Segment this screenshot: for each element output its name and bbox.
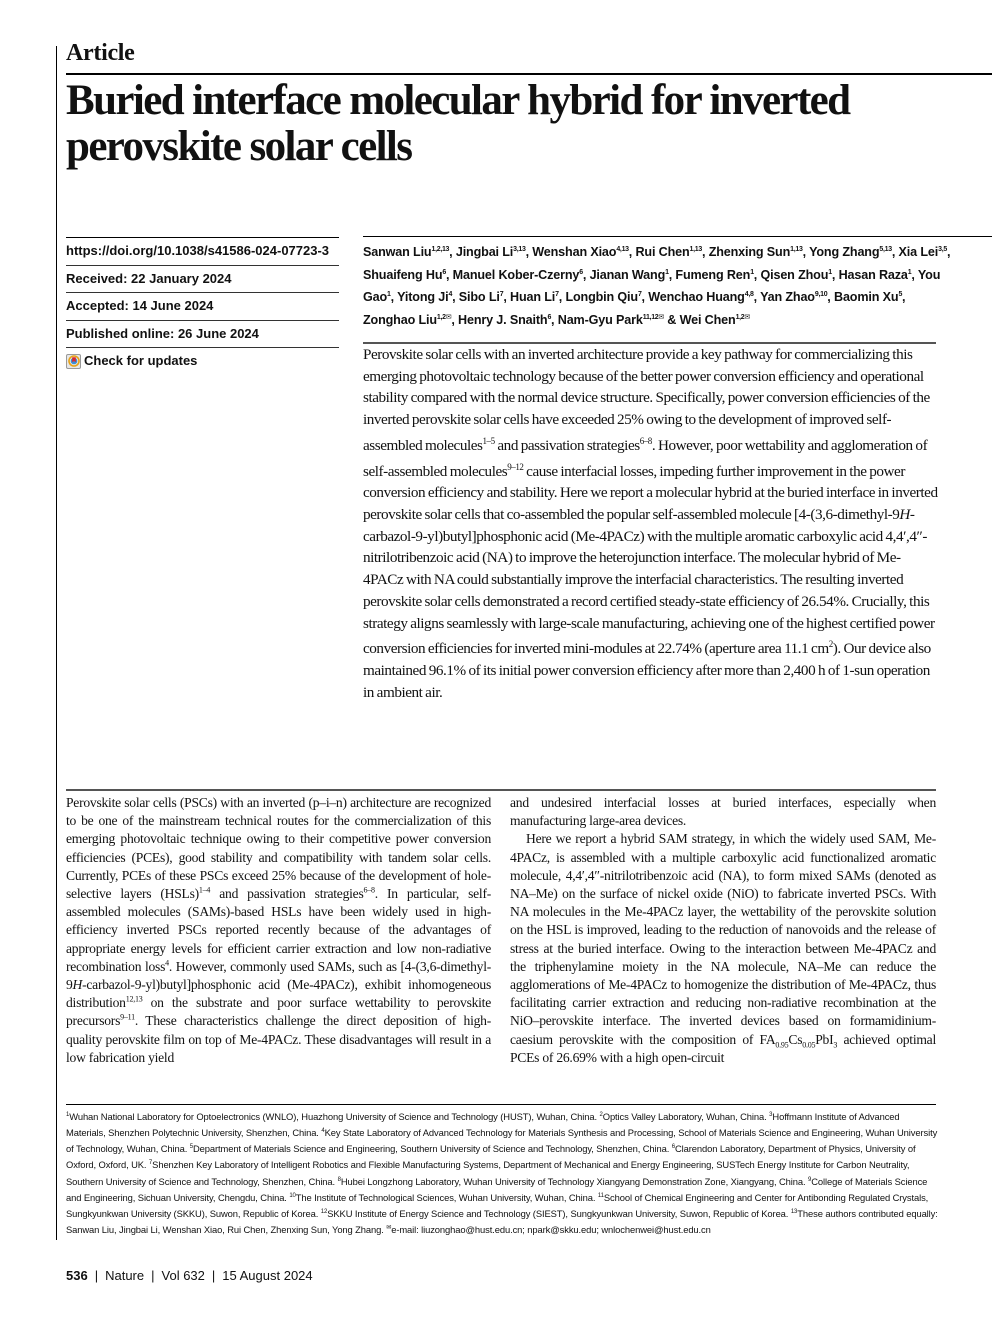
affiliation-number: 7 <box>148 1160 153 1167</box>
author-affiliation-marker: 5 <box>898 291 903 299</box>
author-affiliation-marker: 1,2✉ <box>735 314 750 322</box>
issue-date: 15 August 2024 <box>222 1268 313 1283</box>
body-paragraph: and undesired interfacial losses at buried interfaces, especially when manufacturing large-area devices. <box>510 795 936 829</box>
affiliation-number: 5 <box>189 1144 193 1151</box>
author-separator: , <box>503 290 511 305</box>
author-affiliation-marker: 1,2,13 <box>431 246 450 253</box>
body-text: . However, commonly used SAMs, such as [4-(3,6-dimethyl-9 <box>66 958 491 993</box>
body-text: Cs <box>788 1031 803 1047</box>
author-separator: , <box>701 245 709 260</box>
abstract-text: and passivation strategies <box>494 436 640 454</box>
author[interactable]: Yitong Ji <box>397 290 449 305</box>
body-text: on the substrate and poor surface wettability to perovskite precursors <box>66 995 491 1029</box>
check-for-updates-button[interactable] <box>66 347 339 375</box>
author-separator: , <box>628 245 636 260</box>
author[interactable]: Wei Chen <box>679 313 736 328</box>
abstract-text: cause interfacial losses, impeding further improvement in the power conversion efficiency and stability. Here we report a molecular hybrid at the buried interface in inverted perovskite solar cells that co-assembled the popular self-assembled molecule [4-(3,6-dimethyl-9 <box>363 462 938 524</box>
accepted-date: Accepted: 14 June 2024 <box>66 292 339 320</box>
affiliation-text: Hubei Longzhong Laboratory, Wuhan University of Technology Xiangyang Demonstration Zone, Xiangyang, China. <box>340 1175 809 1187</box>
affiliation-number: 13 <box>790 1208 798 1215</box>
subscript: 0.05 <box>802 1040 816 1050</box>
author[interactable]: Sibo Li <box>458 290 500 305</box>
subscript: 0.95 <box>775 1040 789 1050</box>
author-separator: , <box>668 267 676 282</box>
body-text: Perovskite solar cells (PSCs) with an inverted (p–i–n) architecture are recognized to be one of the mainstream technical routes for the commercialization of this emerging photovoltaic technique owing to their competitive power conversion efficiencies (PCEs), good stability and compatibility with tandem solar cells. Currently, PCEs of these PSCs exceed 25% because of the development of hole-selective layers (HSLs) <box>66 795 491 902</box>
doi-link[interactable]: https://doi.org/10.1038/s41586-024-07723-3 <box>66 237 339 265</box>
header-rule <box>66 73 992 75</box>
author[interactable]: Baomin Xu <box>834 290 899 305</box>
body-text: PbI <box>815 1031 834 1047</box>
author[interactable]: Huan Li <box>510 290 556 305</box>
author-affiliation-marker: 1 <box>907 268 912 276</box>
author-affiliation-marker: 1 <box>828 268 832 276</box>
affiliation-number: 1 <box>66 1112 70 1118</box>
author[interactable]: Wenshan Xiao <box>532 245 617 260</box>
author-separator: , <box>753 290 761 305</box>
author-separator: , <box>911 267 918 282</box>
author-affiliation-marker: 1,13 <box>689 246 702 253</box>
author[interactable]: You Gao <box>363 267 941 305</box>
affiliation-text: School of Chemical Engineering and Center for Antibonding Regulated Crystals, Sungkyunkwan University (SKKU), Suwon, Republic of Korea. <box>66 1191 929 1219</box>
author[interactable]: Xia Lei <box>898 245 939 260</box>
body-text: -carbazol-9-yl)butyl]phosphonic acid (Me-4PACz), exhibit inhomogeneous distribution <box>66 977 491 1011</box>
body-italic: H <box>72 977 83 993</box>
affiliation-number: 2 <box>599 1112 603 1118</box>
left-margin-rule <box>56 46 57 1240</box>
author-affiliation-marker: 4,8 <box>744 291 754 299</box>
body-column-left <box>66 794 491 1067</box>
citation[interactable]: 9–12 <box>507 461 524 472</box>
author[interactable]: Henry J. Snaith <box>458 313 548 328</box>
article-type-label: Article <box>66 40 135 66</box>
check-for-updates-icon <box>66 354 81 369</box>
volume: Vol 632 <box>161 1268 205 1283</box>
author-separator: , <box>891 245 899 260</box>
author-affiliation-marker: 1,13 <box>790 246 803 253</box>
author-affiliation-marker: 1,2✉ <box>436 314 452 322</box>
abstract <box>363 344 938 703</box>
author-affiliation-marker: 6 <box>547 314 552 322</box>
citation[interactable]: 12,13 <box>125 994 143 1004</box>
abstract-italic: H <box>899 506 910 524</box>
author-separator: , <box>827 290 834 305</box>
published-date: Published online: 26 June 2024 <box>66 320 339 348</box>
body-text: achieved optimal PCEs of 26.69% with a high open-circuit <box>510 1031 936 1065</box>
author-affiliation-marker: 1 <box>665 268 669 276</box>
author-affiliation-marker: 3,13 <box>513 246 526 253</box>
separator: | <box>151 1268 155 1283</box>
author-affiliation-marker: 5,13 <box>879 246 892 253</box>
affiliation-text: e-mail: liuzonghao@hust.edu.cn; npark@skku.edu; wnlochenwei@hust.edu.cn <box>391 1224 711 1235</box>
authors-top-rule <box>363 236 992 237</box>
affiliation-text: Key State Laboratory of Advanced Technology for Materials Synthesis and Processing, School of Materials Science and Engineering, Wuhan University of Technology, Wuhan, China. <box>66 1127 938 1155</box>
author[interactable]: Qisen Zhou <box>760 267 829 282</box>
author-affiliation-marker: 6 <box>442 268 446 276</box>
affiliation-text: Wuhan National Laboratory for Optoelectronics (WNLO), Huazhong University of Science and Technology (HUST), Wuhan, China. <box>69 1111 600 1123</box>
author-affiliation-marker: 6 <box>579 268 583 276</box>
journal-name: Nature <box>105 1268 145 1283</box>
author-affiliation-marker: 11,12✉ <box>642 314 664 322</box>
author-separator: , <box>641 290 649 305</box>
body-column-right <box>510 794 936 1067</box>
abstract-text: . However, poor wettability and agglomeration of self-assembled molecules <box>363 436 928 480</box>
affiliation-text: Department of Materials Science and Engineering, Southern University of Science and Technology, Shenzhen, China. <box>193 1143 672 1155</box>
author[interactable]: Zonghao Liu <box>363 313 437 328</box>
citation[interactable]: 4 <box>165 958 169 968</box>
page-number: 536 <box>66 1268 88 1283</box>
superscript: 2 <box>828 639 833 650</box>
body-text: Here we report a hybrid SAM strategy, in which the widely used SAM, Me-4PACz, is assembled with a multiple carboxylic acid functionalized aromatic molecule, 4,4′,4″-nitrilotribenzoic acid (NA), to form mixed SAMs (denoted as NA–Me) on the surface of nickel oxide (NiO) to fabricate inverted PSCs. With NA molecules in the Me-4PACz layer, the wettability of the perovskite solution on the HSL is improved, leading to the reduction of nanovoids and the release of stress at the buried interface. Owing to the interaction between Me-4PACz and the triphenylamine moiety in the NA molecule, NA–Me can reduce the agglomerations of Me-4PACz to homogenize the distribution of Me-4PACz, thus facilitating carrier extraction and reducing non-radiative recombination at the NiO–perovskite interface. The inverted devices based on formamidinium-caesium perovskite with the composition of FA <box>510 831 936 1047</box>
affiliation-number: 8 <box>337 1176 341 1183</box>
body-paragraph <box>510 830 936 1067</box>
body-text: and passivation strategies <box>210 886 364 902</box>
author-separator: & <box>663 313 680 328</box>
author[interactable]: Hasan Raza <box>838 267 908 282</box>
affiliation-text: SKKU Institute of Energy Science and Technology (SIEST), Sungkyunkwan University, Suwon, Republic of Korea. <box>327 1207 791 1219</box>
affiliation-text: College of Materials Science and Engineering, Sichuan University, Chengdu, China. <box>66 1175 928 1203</box>
separator: | <box>94 1268 99 1283</box>
abstract-text: Perovskite solar cells with an inverted architecture provide a key pathway for commercializing this emerging photovoltaic technology because of the better power conversion efficiency and operational stability compared with the normal device structure. Specifically, power conversion efficiencies of the inverted perovskite solar cells have exceeded 25% owing to the development of improved self-assembled molecules <box>363 346 930 454</box>
author-separator: , <box>390 290 398 305</box>
author[interactable]: Sanwan Liu <box>363 245 432 260</box>
author-separator: , <box>753 267 761 282</box>
affiliation-number: 11 <box>597 1192 604 1199</box>
affiliation-number: 10 <box>289 1192 296 1199</box>
author-separator: , <box>451 313 459 328</box>
author-separator: , <box>802 245 810 260</box>
citation[interactable]: 1–5 <box>482 435 495 446</box>
affiliation-text: Shenzhen Key Laboratory of Intelligent Robotics and Flexible Manufacturing Systems, Department of Mechanical and Energy Engineering, SUSTech Energy Institute for Carbon Neutrality, Southern University of Science and Technology, Shenzhen, China. <box>66 1159 910 1187</box>
affiliation-number: 4 <box>321 1128 325 1135</box>
affiliation-number: 3 <box>769 1112 773 1118</box>
author-affiliation-marker: 4,13 <box>616 246 629 253</box>
author[interactable]: Yong Zhang <box>809 245 880 260</box>
abstract-text: ). Our device also maintained 96.1% of its initial power conversion efficiency after more than 2,400 h of 1-sun operation in ambient air. <box>363 640 931 701</box>
author[interactable]: Fumeng Ren <box>675 267 751 282</box>
subscript: 3 <box>833 1040 838 1050</box>
affiliation-text: Optics Valley Laboratory, Wuhan, China. <box>602 1111 770 1123</box>
affiliation-text: These authors contributed equally: Sanwan Liu, Jingbai Li, Wenshan Xiao, Rui Chen, Zhenxing Sun, Yong Zhang. <box>66 1207 938 1235</box>
page-footer <box>66 1268 313 1283</box>
author-separator: , <box>452 290 459 305</box>
affiliation-number: 12 <box>320 1208 328 1215</box>
author[interactable]: Longbin Qiu <box>565 290 638 305</box>
author-affiliation-marker: 7 <box>499 291 504 299</box>
citation[interactable]: 6–8 <box>639 435 652 446</box>
author-separator: , <box>902 290 906 305</box>
author-affiliation-marker: 1 <box>387 291 391 299</box>
body-top-rule <box>66 789 936 791</box>
received-date: Received: 22 January 2024 <box>66 265 339 293</box>
author-separator: , <box>449 245 456 260</box>
affiliation-text: Clarendon Laboratory, Department of Physics, University of Oxford, Oxford, UK. <box>66 1143 916 1171</box>
author-separator: , <box>946 245 951 260</box>
abstract-text: -carbazol-9-yl)butyl]phosphonic acid (Me-4PACz) with the multiple aromatic carboxylic acid 4,4′,4″-nitrilotribenzoic acid (NA) to improve the heterojunction interface. The molecular hybrid of Me-4PACz with NA could substantially improve the interfacial characteristics. The resulting inverted perovskite solar cells demonstrated a record certified steady-state efficiency of 26.54%. Crucially, this strategy aligns seamlessly with large-scale manufacturing, achieving one of the highest certified power conversion efficiencies for inverted mini-modules at 22.74% (aperture area 11.1 cm <box>363 506 935 658</box>
author-affiliation-marker: 1 <box>750 268 754 276</box>
citation[interactable]: 9–11 <box>120 1012 135 1022</box>
author-affiliation-marker: 7 <box>637 291 642 299</box>
article-title: Buried interface molecular hybrid for inverted perovskite solar cells <box>66 77 850 170</box>
author[interactable]: Yan Zhao <box>760 290 815 305</box>
author-affiliation-marker: 7 <box>555 291 559 299</box>
citation[interactable]: 1–4 <box>198 885 211 895</box>
affiliations-rule <box>66 1104 936 1105</box>
author-list <box>363 240 953 331</box>
author-separator: , <box>525 245 533 260</box>
author-separator: , <box>558 290 566 305</box>
body-text: . These characteristics challenge the direct deposition of high-quality perovskite film on top of Me-4PACz. These disadvantages will result in a low fabrication yield <box>66 1013 491 1065</box>
affiliation-number: ✉ <box>386 1224 392 1231</box>
author-separator: , <box>551 313 558 328</box>
author-separator: , <box>831 267 839 282</box>
author[interactable]: Manuel Kober-Czerny <box>452 267 580 282</box>
separator: | <box>211 1268 216 1283</box>
citation[interactable]: 6–8 <box>363 885 375 895</box>
author-affiliation-marker: 9,10 <box>814 291 828 299</box>
body-text: . In particular, self-assembled molecules (SAMs)-based HSLs have been widely used in high-efficiency inverted PSCs reported recently because of the advantages of appropriate energy levels for efficient carrier extraction and low non-radiative recombination loss <box>66 886 491 974</box>
affiliation-text: Hoffmann Institute of Advanced Materials, Shenzhen Polytechnic University, Shenzhen, China. <box>66 1111 900 1139</box>
affiliation-number: 9 <box>808 1176 812 1183</box>
article-metadata <box>66 237 339 375</box>
author[interactable]: Shuaifeng Hu <box>363 267 443 282</box>
author[interactable]: Wenchao Huang <box>648 290 745 305</box>
body-paragraph <box>66 794 491 1067</box>
affiliation-text: The Institute of Technological Sciences, Wuhan University, Wuhan, China. <box>295 1191 598 1203</box>
check-for-updates-label: Check for updates <box>84 353 198 369</box>
author-separator: , <box>582 267 590 282</box>
affiliation-number: 6 <box>671 1144 675 1151</box>
author-affiliation-marker: 3,5 <box>938 246 947 253</box>
author[interactable]: Zhenxing Sun <box>708 245 791 260</box>
author-affiliation-marker: 4 <box>448 291 453 299</box>
affiliations <box>66 1108 941 1237</box>
author[interactable]: Jingbai Li <box>455 245 514 260</box>
author-separator: , <box>445 267 453 282</box>
author[interactable]: Nam-Gyu Park <box>557 313 643 328</box>
author[interactable]: Rui Chen <box>635 245 690 260</box>
author[interactable]: Jianan Wang <box>589 267 666 282</box>
